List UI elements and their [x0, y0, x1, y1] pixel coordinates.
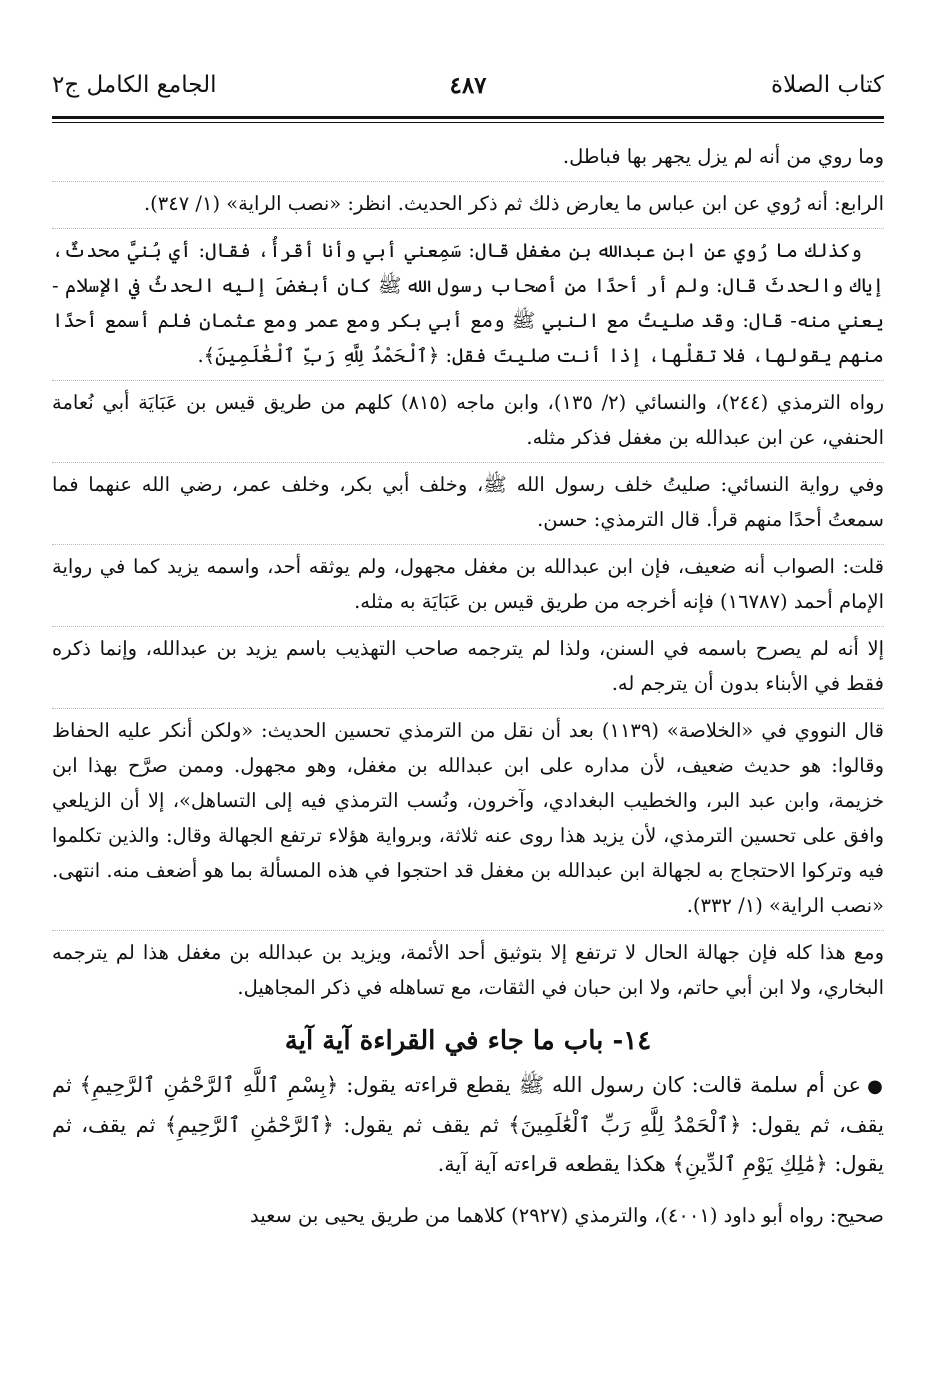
hadith-text-block	[52, 1066, 884, 1194]
paragraph-5: وفي رواية النسائي: صليتُ خلف رسول الله ﷺ، وخلف أبي بكر، وخلف عمر، رضي الله عنهما فما سمعتُ أحدًا منهم قرأ. قال الترمذي: حسن.	[52, 463, 884, 545]
paragraph-9: ومع هذا كله فإن جهالة الحال لا ترتفع إلا بتوثيق أحد الأئمة، ويزيد بن عبدالله بن مغفل هذا لم يترجمه البخاري، ولا ابن أبي حاتم، ولا ابن حبان في الثقات، مع تساهله في ذكر المجاهيل.	[52, 941, 884, 999]
hadith-text: عن أم سلمة قالت: كان رسول الله ﷺ يقطع قراءته يقول: ﴿بِسْمِ ٱللَّهِ ٱلرَّحْمَٰنِ ٱلرَّحِيمِ﴾ ثم يقف، ثم يقول: ﴿ٱلْحَمْدُ لِلَّهِ رَبِّ ٱلْعَٰلَمِينَ﴾ ثم يقف ثم يقول: ﴿ٱلرَّحْمَٰنِ ٱلرَّحِيمِ﴾ ثم يقف، ثم يقول: ﴿مَٰلِكِ يَوْمِ ٱلدِّينِ﴾ هكذا يقطعه قراءته آية آية.	[52, 1073, 884, 1176]
grading-paragraph: صحيح: رواه أبو داود (٤٠٠١)، والترمذي (٢٩٢٧) كلاهما من طريق يحيى بن سعيد	[249, 1204, 884, 1227]
paragraph-8: قال النووي في «الخلاصة» (١١٣٩) بعد أن نقل من الترمذي تحسين الحديث: «ولكن أنكر عليه الحفاظ وقالوا: هو حديث ضعيف، لأن مداره على ابن عبدالله بن مغفل، وهو مجهول. وممن صرَّح بهذا ابن خزيمة، وابن عبد البر، والخطيب البغدادي، وآخرون، ونُسب الترمذي فيه إلى التساهل»، إلا أن الزيلعي وافق على تحسين الترمذي، لأن يزيد هذا روى عنه ثلاثة، وبرواية هؤلاء ترتفع الجهالة وقال: والذين تكلموا فيه وتركوا الاحتجاج به لجهالة ابن عبدالله بن مغفل قد احتجوا في هذه المسألة بما هو أضعف منه. انتهى. «نصب الراية» (١/ ٣٣٢).	[52, 709, 884, 931]
header-rule-thin	[52, 122, 884, 123]
paragraph-3: وكذلك ما رُوي عن ابن عبدالله بن مغفل قال: سَمِعني أبي وأنا أقرأُ، فقال: أي بُنيَّ محدثٌ، إياك والحدثَ قال: ولم أر أحدًا من أصحاب رسول الله ﷺ كان أبغضَ إليه الحدثُ في الإسلام - يعني منه- قال: وقد صليتُ مع النبي ﷺ ومع أبي بكر ومع عمر ومع عثمان فلم أسمع أحدًا منهم يقولها، فلا تقلْها، إذا أنت صليتَ فقل: ﴿ٱلْحَمْدُ لِلَّهِ رَبِّ ٱلْعَٰلَمِينَ﴾.	[52, 229, 884, 381]
page-body	[52, 135, 884, 1240]
book-title: الجامع الكامل ج٢	[52, 72, 217, 98]
page-number: ٤٨٧	[449, 72, 487, 99]
section-heading: ١٤- باب ما جاء في القراءة آية آية	[284, 1026, 652, 1056]
paragraph-2: الرابع: أنه رُوي عن ابن عباس ما يعارض ذلك ثم ذكر الحديث. انظر: «نصب الراية» (١/ ٣٤٧).	[52, 182, 884, 229]
paragraph-6: قلت: الصواب أنه ضعيف، فإن ابن عبدالله بن مغفل مجهول، ولم يوثقه أحد، واسمه يزيد كما في رواية الإمام أحمد (١٦٧٨٧) فإنه أخرجه من طريق قيس بن عَبَايَة به مثله.	[52, 545, 884, 627]
book-section-title: كتاب الصلاة	[771, 72, 884, 98]
paragraph-7: إلا أنه لم يصرح باسمه في السنن، ولذا لم يترجمه صاحب التهذيب باسم يزيد بن عبدالله، وإنما ذكره فقط في الأبناء بدون أن يترجم له.	[52, 627, 884, 709]
paragraph-1: وما روي من أنه لم يزل يجهر بها فباطل.	[52, 135, 884, 182]
header-rule-thick	[52, 116, 884, 119]
paragraph-4: رواه الترمذي (٢٤٤)، والنسائي (٢/ ١٣٥)، وابن ماجه (٨١٥) كلهم من طريق قيس بن عَبَايَة أبي نُعامة الحنفي، عن ابن عبدالله بن مغفل فذكر مثله.	[52, 381, 884, 463]
bullet-icon: ●	[867, 1076, 884, 1097]
running-header	[52, 62, 884, 112]
